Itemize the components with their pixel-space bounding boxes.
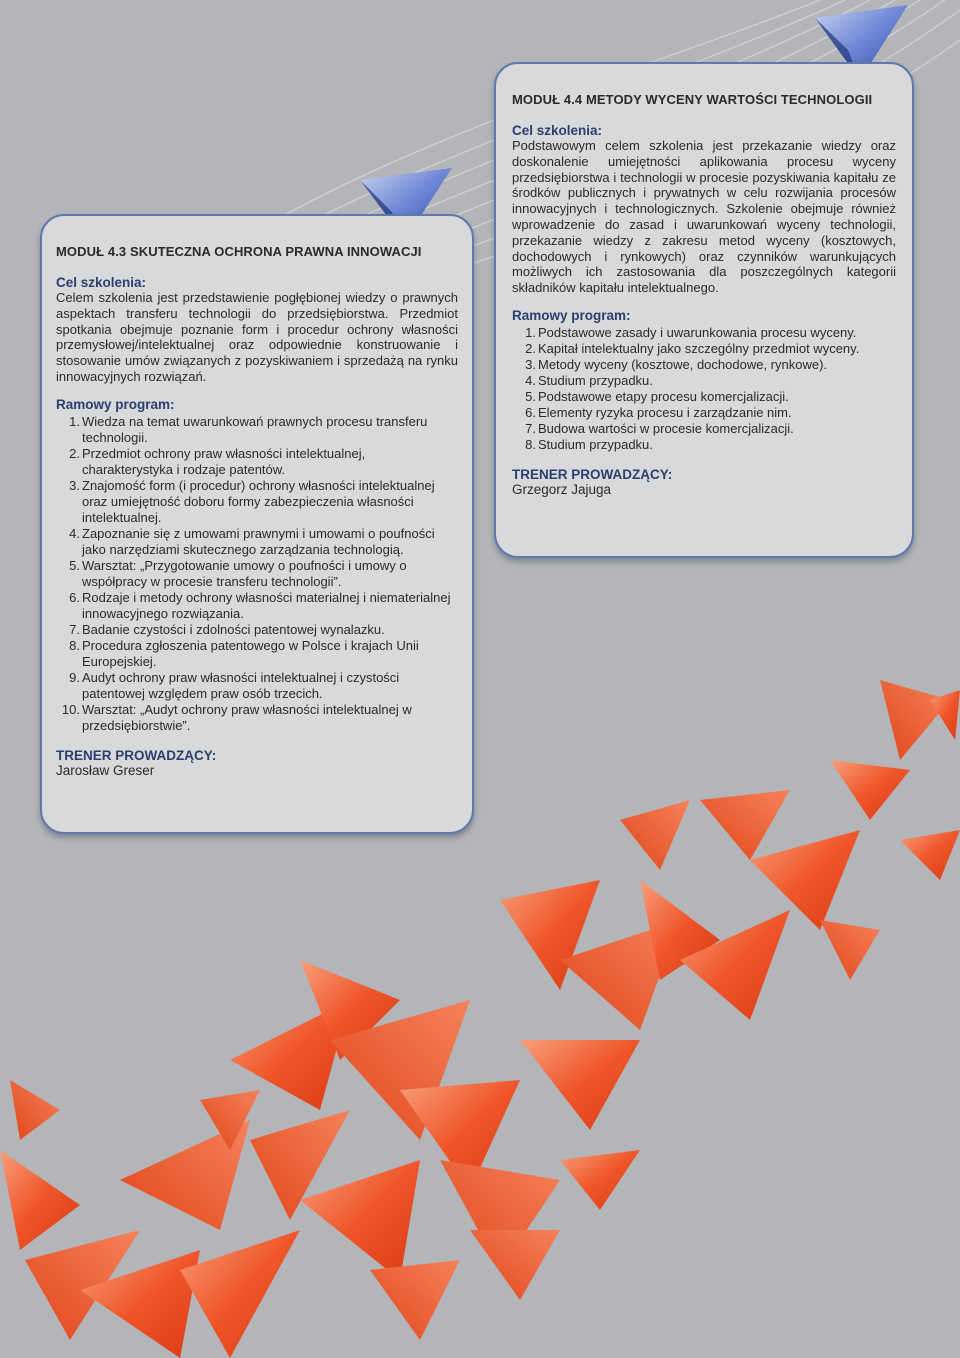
list-item-text: Podstawowe zasady i uwarunkowania procesu wyceny.: [538, 324, 857, 340]
program-list: [512, 325, 896, 453]
list-item-text: Metody wyceny (kosztowe, dochodowe, rynkowe).: [538, 356, 828, 372]
module-card-4-4: [494, 62, 914, 558]
list-item: 7. Badanie czystości i zdolności patentowej wynalazku.: [56, 622, 458, 638]
list-item: 2. Przedmiot ochrony praw własności intelektualnej, charakterystyka i rodzaje patentów.: [56, 446, 458, 478]
goal-text: Podstawowym celem szkolenia jest przekazanie wiedzy oraz doskonalenie umiejętności aplikowania procesu wyceny przedsiębiorstwa i technologii w procesie pozyskiwania kapitału ze środków publicznych i prywatnych w celu rozwijania procesów innowacyjnych i technologicznych. Szkolenie obejmuje również wprowadzenie do zasad i uwarunkowań wyceny technologii, przekazanie wiedzy z zakresu metod wyceny (kosztowych, dochodowych i rynkowych) oraz czynników warunkujących możliwych ich zastosowania dla poszczególnych kategorii składników kapitału intelektualnego.: [512, 138, 896, 296]
trainer-name: Jarosław Greser: [56, 762, 155, 778]
list-item: 8. Procedura zgłoszenia patentowego w Polsce i krajach Unii Europejskiej.: [56, 638, 458, 670]
list-item-text: Przedmiot ochrony praw własności intelektualnej, charakterystyka i rodzaje patentów.: [82, 445, 366, 477]
list-item: 4. Studium przypadku.: [512, 373, 896, 389]
list-item-text: Rodzaje i metody ochrony własności materialnej i niematerialnej innowacyjnego rozwiązania.: [82, 589, 451, 621]
list-item-text: Zapoznanie się z umowami prawnymi i umowami o poufności jako narzędziami skutecznego zarządzania technologią.: [82, 525, 435, 557]
program-heading: Ramowy program:: [512, 307, 631, 323]
trainer-heading: TRENER PROWADZĄCY:: [512, 466, 673, 482]
list-item: 3. Metody wyceny (kosztowe, dochodowe, rynkowe).: [512, 357, 896, 373]
list-item: 4. Zapoznanie się z umowami prawnymi i umowami o poufności jako narzędziami skutecznego zarządzania technologią.: [56, 526, 458, 558]
list-item-text: Warsztat: „Przygotowanie umowy o poufności i umowy o współpracy w procesie transferu technologii”.: [82, 557, 407, 589]
list-item-text: Procedura zgłoszenia patentowego w Polsce i krajach Unii Europejskiej.: [82, 637, 419, 669]
list-item: 8. Studium przypadku.: [512, 437, 896, 453]
list-item: 1. Wiedza na temat uwarunkowań prawnych procesu transferu technologii.: [56, 414, 458, 446]
module-title: MODUŁ 4.3 SKUTECZNA OCHRONA PRAWNA INNOWACJI: [56, 244, 422, 259]
program-list: [56, 414, 458, 734]
list-item-text: Budowa wartości w procesie komercjalizacji.: [538, 420, 794, 436]
list-item-text: Kapitał intelektualny jako szczególny przedmiot wyceny.: [538, 340, 860, 356]
trainer-heading: TRENER PROWADZĄCY:: [56, 747, 217, 763]
module-title: MODUŁ 4.4 METODY WYCENY WARTOŚCI TECHNOLOGII: [512, 92, 873, 107]
list-item-text: Wiedza na temat uwarunkowań prawnych procesu transferu technologii.: [82, 413, 428, 445]
list-item: 1. Podstawowe zasady i uwarunkowania procesu wyceny.: [512, 325, 896, 341]
goal-heading: Cel szkolenia:: [56, 275, 147, 290]
list-item-text: Badanie czystości i zdolności patentowej wynalazku.: [82, 621, 385, 637]
list-item: 6. Elementy ryzyka procesu i zarządzanie nim.: [512, 405, 896, 421]
list-item: 5. Podstawowe etapy procesu komercjalizacji.: [512, 389, 896, 405]
goal-text: Celem szkolenia jest przedstawienie pogłębionej wiedzy o prawnych aspektach transferu technologii do przedsiębiorstwa. Przedmiot spotkania obejmuje poznanie form i procedur ochrony własności przemysłowej/intelektualnej oraz odpowiednie konstruowanie i stosowanie umów związanych z pozyskiwaniem i sprzedażą na rynku innowacyjnych rozwiązań.: [56, 290, 458, 384]
list-item-text: Podstawowe etapy procesu komercjalizacji.: [538, 388, 789, 404]
list-item: 2. Kapitał intelektualny jako szczególny przedmiot wyceny.: [512, 341, 896, 357]
list-item-text: Audyt ochrony praw własności intelektualnej i czystości patentowej względem praw osób trzecich.: [82, 669, 400, 701]
list-item: 10. Warsztat: „Audyt ochrony praw własności intelektualnej w przedsiębiorstwie”.: [56, 702, 458, 734]
goal-heading: Cel szkolenia:: [512, 123, 603, 138]
list-item: 5. Warsztat: „Przygotowanie umowy o poufności i umowy o współpracy w procesie transferu technologii”.: [56, 558, 458, 590]
list-item: 6. Rodzaje i metody ochrony własności materialnej i niematerialnej innowacyjnego rozwiązania.: [56, 590, 458, 622]
list-item: 3. Znajomość form (i procedur) ochrony własności intelektualnej oraz umiejętność doboru formy zabezpieczenia własności intelektualnej.: [56, 478, 458, 526]
list-item: 9. Audyt ochrony praw własności intelektualnej i czystości patentowej względem praw osób trzecich.: [56, 670, 458, 702]
list-item-text: Elementy ryzyka procesu i zarządzanie nim.: [538, 404, 792, 420]
list-item: 7. Budowa wartości w procesie komercjalizacji.: [512, 421, 896, 437]
trainer-name: Grzegorz Jajuga: [512, 481, 612, 497]
list-item-text: Studium przypadku.: [538, 436, 653, 452]
list-item-text: Studium przypadku.: [538, 372, 653, 388]
program-heading: Ramowy program:: [56, 396, 175, 412]
list-item-text: Warsztat: „Audyt ochrony praw własności intelektualnej w przedsiębiorstwie”.: [82, 701, 412, 733]
module-card-4-3: [40, 214, 474, 834]
list-item-text: Znajomość form (i procedur) ochrony własności intelektualnej oraz umiejętność doboru formy zabezpieczenia własności intelektualnej.: [82, 477, 435, 525]
